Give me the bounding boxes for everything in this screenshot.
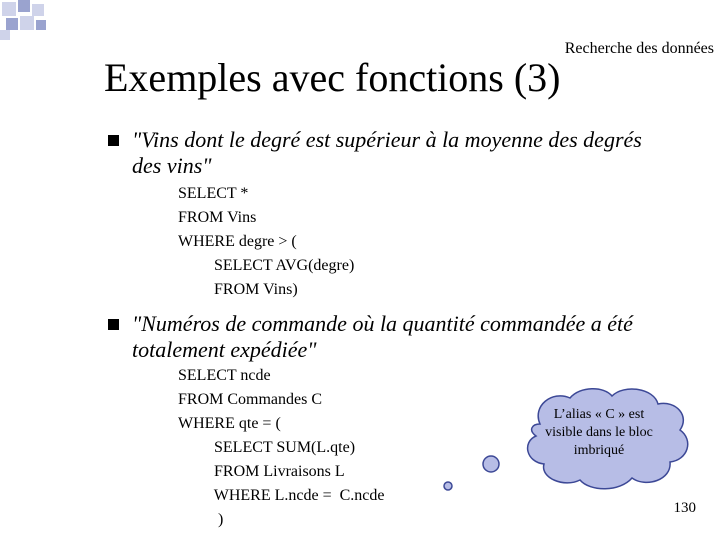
- corner-decoration: [0, 0, 60, 40]
- page-number: 130: [673, 500, 696, 516]
- callout-text: L’alias « C » est visible dans le bloc imbriqué: [545, 407, 653, 458]
- slide-title: Exemples avec fonctions (3): [104, 55, 561, 100]
- bullet-2-line2: totalement expédiée": [132, 337, 317, 362]
- bullet-1-line1: "Vins dont le degré est supérieur à la moyenne des degrés: [132, 127, 642, 152]
- bullet-2-text: [132, 311, 633, 363]
- slide-header: Recherche des données: [564, 40, 714, 57]
- bullet-marker-1: [108, 135, 119, 146]
- bullet-1-text: [132, 127, 642, 179]
- sql-query-1: SELECT * FROM Vins WHERE degre > ( SELECT AVG(degre) FROM Vins): [178, 185, 355, 298]
- bullet-1-line2: des vins": [132, 153, 212, 178]
- bullet-2-line1: "Numéros de commande où la quantité commandée a été: [132, 311, 633, 336]
- bullet-marker-2: [108, 319, 119, 330]
- cloud-bubble-small: [444, 482, 452, 490]
- sql-query-2: SELECT ncde FROM Commandes C WHERE qte = ( SELECT SUM(L.qte) FROM Livraisons L WHERE L.ncde = C.ncde ): [178, 367, 385, 528]
- cloud-bubble-large: [483, 456, 499, 472]
